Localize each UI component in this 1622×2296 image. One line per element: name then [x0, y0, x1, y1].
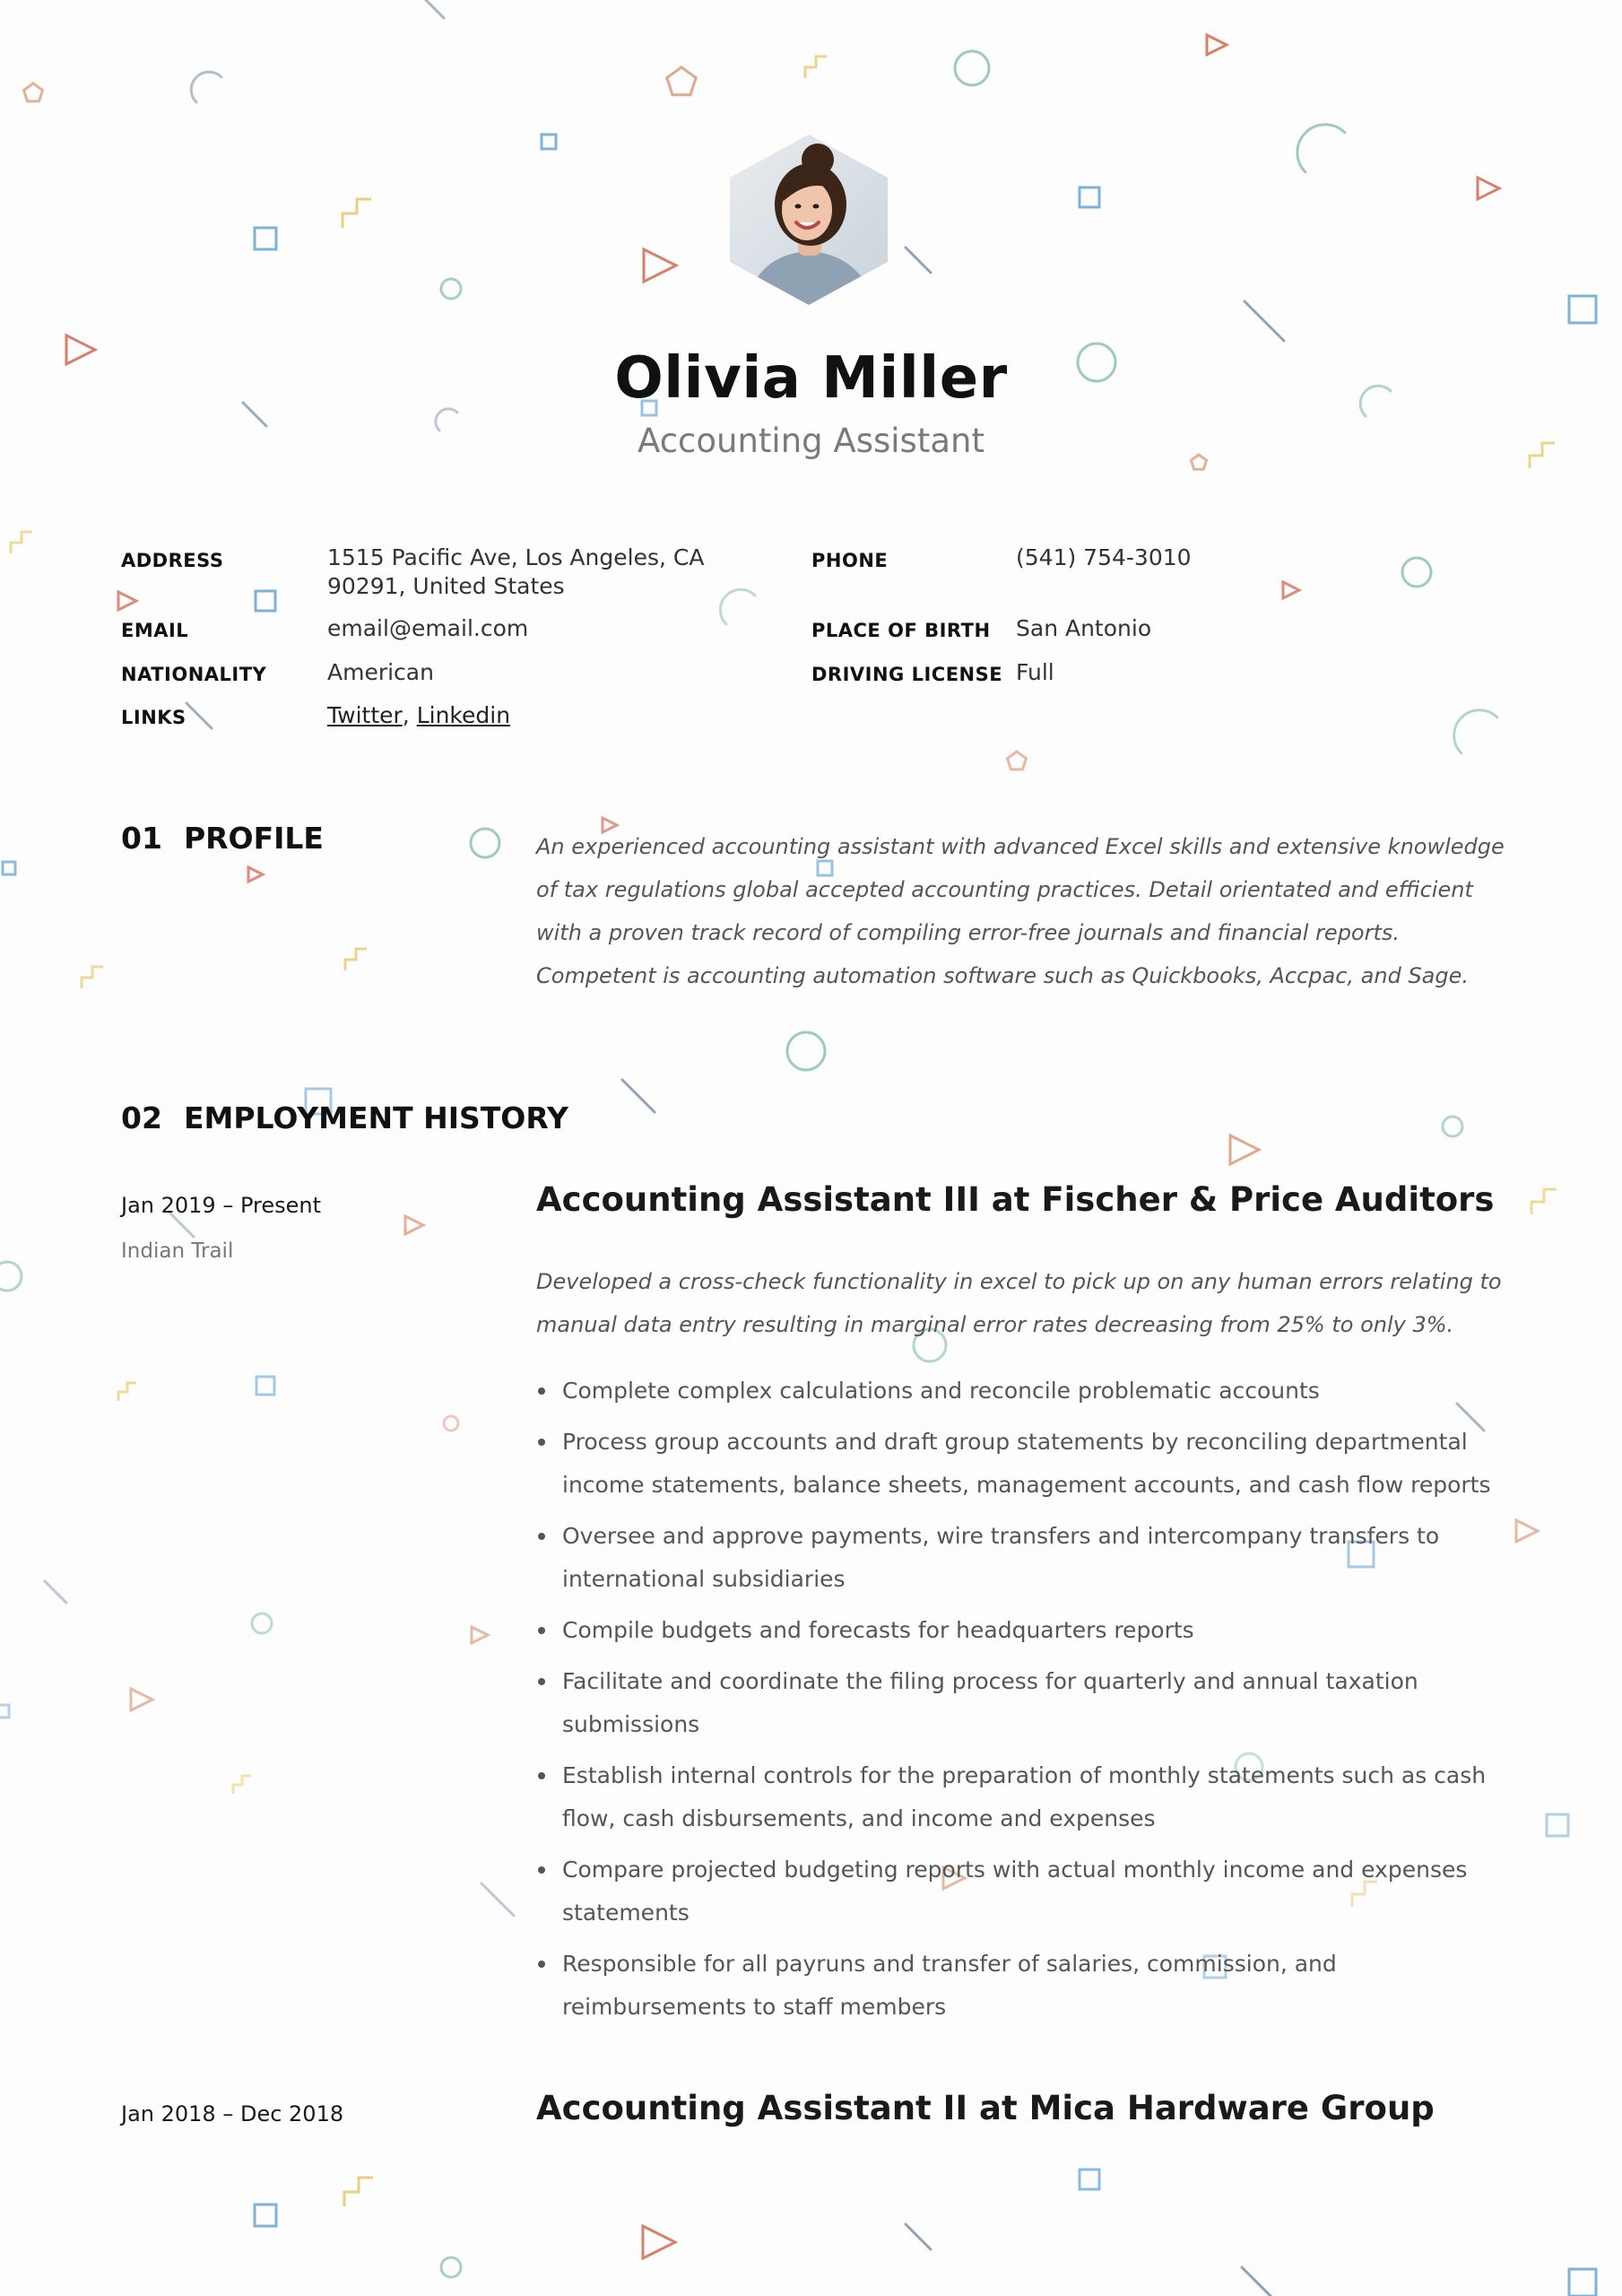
address-value — [327, 544, 704, 601]
list-item-text: Facilitate and coordinate the filing process for quarterly and annual taxation submissions — [562, 1668, 1418, 1737]
list-item — [536, 1943, 1522, 2029]
profile-heading — [121, 821, 324, 856]
candidate-job-title: Accounting Assistant — [638, 422, 984, 460]
email-label: EMAIL — [121, 620, 189, 641]
list-item-text: Compile budgets and forecasts for headquarters reports — [562, 1617, 1194, 1643]
job-2-dates: Jan 2018 – Dec 2018 — [121, 2101, 344, 2126]
bullet-dot-icon — [538, 1387, 545, 1395]
profile-photo — [728, 135, 889, 305]
employment-heading — [121, 1100, 568, 1135]
email-value: email@email.com — [327, 615, 529, 641]
job-2-title: Accounting Assistant II at Mica Hardware Group — [536, 2089, 1435, 2127]
address-line-2: 90291, United States — [327, 573, 565, 599]
job-1-responsibilities — [536, 1370, 1522, 2037]
employment-section-title: EMPLOYMENT HISTORY — [183, 1100, 568, 1135]
employment-section-number: 02 — [121, 1100, 162, 1135]
links-value — [327, 701, 510, 730]
list-item — [536, 1609, 1522, 1652]
bullet-dot-icon — [538, 1533, 545, 1540]
job-1-location: Indian Trail — [121, 1239, 234, 1263]
job-1-title: Accounting Assistant III at Fischer & Price Auditors — [536, 1180, 1495, 1219]
bullet-dot-icon — [538, 1961, 545, 1968]
job-1-description: Developed a cross-check functionality in excel to pick up on any human errors relating to manual data entry resulting in marginal error rates decreasing from 25% to only 3%. — [536, 1269, 1502, 1337]
license-label: DRIVING LICENSE — [811, 664, 1003, 685]
list-item — [536, 1754, 1522, 1840]
list-item-text: Responsible for all payruns and transfer of salaries, commission, and reimbursements to staff members — [562, 1951, 1337, 2020]
job-1-dates: Jan 2019 – Present — [121, 1193, 322, 1218]
profile-section-title: PROFILE — [183, 821, 324, 856]
list-item — [536, 1515, 1522, 1601]
list-item — [536, 1370, 1522, 1413]
address-label: ADDRESS — [121, 550, 224, 571]
list-item — [536, 1660, 1522, 1746]
list-item-text: Complete complex calculations and reconcile problematic accounts — [562, 1378, 1320, 1404]
linkedin-link[interactable]: Linkedin — [416, 702, 511, 728]
nationality-label: NATIONALITY — [121, 664, 267, 685]
bullet-dot-icon — [538, 1627, 545, 1634]
birth-label: PLACE OF BIRTH — [811, 620, 991, 641]
links-separator: , — [402, 702, 410, 728]
list-item-text: Establish internal controls for the preparation of monthly statements such as cash flow, cash disbursements, and income and expenses — [562, 1762, 1487, 1831]
phone-value: (541) 754-3010 — [1016, 544, 1192, 570]
birth-value: San Antonio — [1016, 615, 1152, 641]
bullet-dot-icon — [538, 1772, 545, 1779]
bullet-dot-icon — [538, 1866, 545, 1874]
bullet-dot-icon — [538, 1439, 545, 1446]
nationality-value: American — [327, 659, 434, 685]
list-item-text: Oversee and approve payments, wire transfers and intercompany transfers to international subsidiaries — [562, 1523, 1440, 1592]
profile-section-number: 01 — [121, 821, 162, 856]
license-value: Full — [1016, 659, 1054, 685]
links-label: LINKS — [121, 707, 186, 728]
address-line-1: 1515 Pacific Ave, Los Angeles, CA — [327, 544, 705, 570]
list-item-text: Process group accounts and draft group statements by reconciling departmental income statements, balance sheets, management accounts, and cash flow reports — [562, 1429, 1491, 1498]
candidate-name: Olivia Miller — [614, 345, 1008, 412]
list-item-text: Compare projected budgeting reports with actual monthly income and expenses statements — [562, 1857, 1468, 1926]
profile-summary: An experienced accounting assistant with advanced Excel skills and extensive knowledge of tax regulations global accepted accounting practices. Detail orientated and efficient with a proven track record of compiling error-free journals and financial reports. Competent is accounting automation software such as Quickbooks, Accpac, and Sage. — [536, 834, 1505, 988]
twitter-link[interactable]: Twitter — [327, 702, 403, 728]
bullet-dot-icon — [538, 1678, 545, 1685]
phone-label: PHONE — [811, 550, 889, 571]
list-item — [536, 1421, 1522, 1507]
list-item — [536, 1848, 1522, 1935]
